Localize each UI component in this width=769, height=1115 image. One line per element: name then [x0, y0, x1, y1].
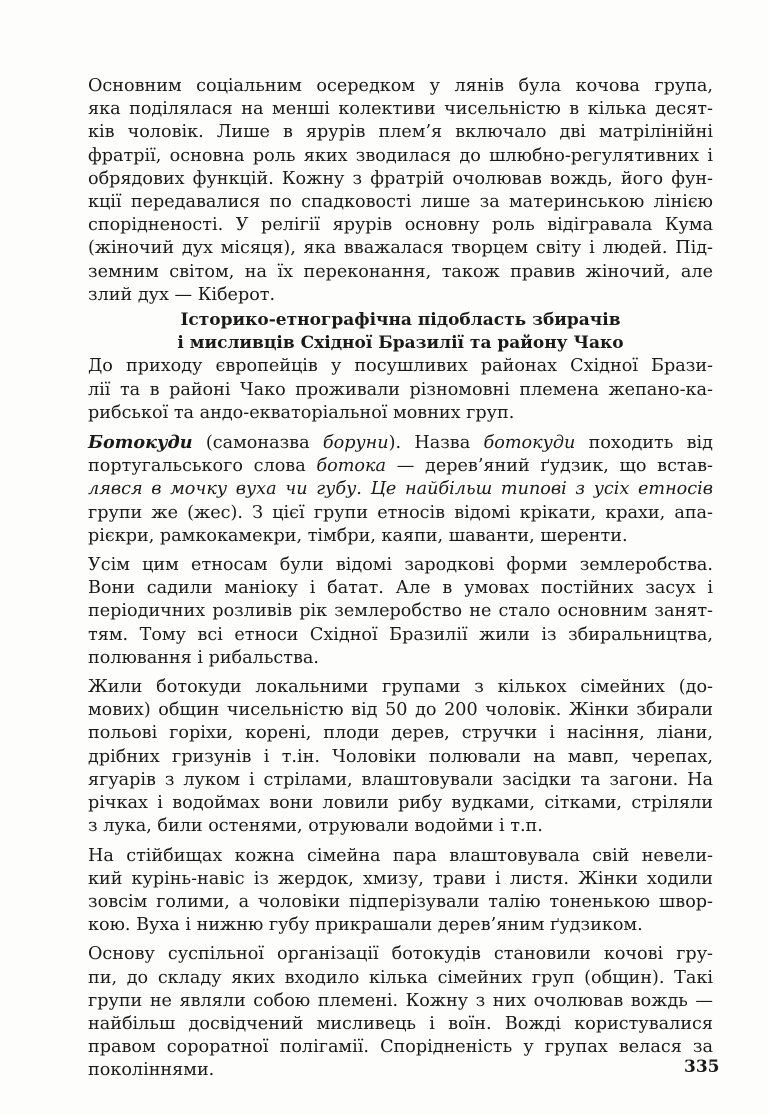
text-line: групи не являли собою племені. Кожну з них очолював вождь — — [88, 990, 713, 1011]
text-line: польові горіхи, корені, плоди дерев, стручки і насіння, ліани, — [88, 723, 713, 744]
section-heading — [88, 309, 713, 355]
paragraph-agriculture — [88, 554, 713, 670]
text-line: з лука, били остенями, отруювали водойми і т.п. — [88, 816, 543, 837]
text-line — [88, 478, 713, 501]
text-line: зовсім голими, а чоловіки підперізували талію тоненькою швор- — [88, 891, 713, 912]
text-line: (жіночий дух місяця), яка вважалася творцем світу і людей. Під- — [88, 238, 713, 259]
text-line: обрядових функцій. Кожну з фратрій очолював вождь, його фун- — [88, 168, 713, 189]
heading-line: і мисливців Східної Бразилії та району Чако — [177, 333, 624, 354]
text-line: ягуарів з луком і стрілами, влаштовували засідки та загони. На — [88, 769, 713, 790]
text-run: ). Назва — [388, 433, 484, 454]
text-line: яка поділялася на менші колективи чисельністю в кілька десят- — [88, 99, 713, 120]
paragraph-social — [88, 943, 713, 1082]
paragraph-groups — [88, 676, 713, 838]
text-line: кий курінь-навіс із жердок, хмизу, трави і листя. Жінки ходили — [88, 868, 713, 889]
text-run: походить від — [575, 433, 713, 454]
paragraph-kinship — [88, 75, 713, 307]
text-line: пи, до складу яких входило кілька сімейних груп (общин). Такі — [88, 967, 713, 988]
text-run: ботока — [316, 456, 386, 477]
text-line: Усім цим етносам були відомі зародкові форми землеробства. — [88, 555, 713, 576]
text-line: Жили ботокуди локальними групами з кількох сімейних (до- — [88, 677, 713, 698]
text-line: На стійбищах кожна сімейна пара влаштовувала свій невели- — [88, 845, 713, 866]
text-line: тям. Тому всі етноси Східної Бразилії жили із збиральництва, — [88, 624, 713, 645]
text-line: спорідненості. У релігії ярурів основну роль відігравала Кума — [88, 215, 713, 236]
text-line — [88, 455, 713, 478]
paragraph-intro — [88, 355, 713, 425]
heading-line: Історико-етнографічна підобласть збирачів — [180, 310, 621, 331]
text-run: лявся в мочку вуха чи губу. Це найбільш типові з усіх етносів — [88, 479, 713, 500]
text-line: найбільш досвідчений мисливець і воїн. Вожді користувалися — [88, 1013, 713, 1034]
text-line: мових) общин чисельністю від 50 до 200 чоловік. Жінки збирали — [88, 700, 713, 721]
text-line: річках і водоймах вони ловили рибу вудками, сітками, стріляли — [88, 793, 713, 814]
page-number: 335 — [684, 1057, 720, 1077]
page-text — [88, 75, 713, 1083]
text-line: До приходу європейців у посушливих районах Східної Брази- — [88, 356, 713, 377]
text-line: дрібних гризунів і т.ін. Чоловіки полювали на мавп, черепах, — [88, 746, 713, 767]
text-line — [88, 431, 713, 455]
text-line: рієкри, рамкокамекри, тімбри, каяпи, шаванти, шеренти. — [88, 525, 628, 546]
text-run: (самоназва — [192, 433, 323, 454]
text-line: рибської та андо-екваторіальної мовних груп. — [88, 402, 515, 423]
text-line: земним світом, на їх переконання, також правив жіночий, але — [88, 261, 713, 282]
paragraph-botocudo — [88, 431, 713, 548]
text-line: фратрії, основна роль яких зводилася до шлюбно-регулятивних і — [88, 145, 713, 166]
text-line: кції передавалися по спадковості лише за материнською лінією — [88, 192, 713, 213]
text-line: ків чоловік. Лише в ярурів плем’я включало дві матрілінійні — [88, 122, 713, 143]
term-botocudo: Ботокуди — [88, 432, 193, 454]
text-run: португальського слова — [88, 456, 317, 477]
text-line: злий дух — Кіберот. — [88, 284, 276, 305]
text-run: — дерев’яний ґудзик, що встав- — [386, 456, 713, 477]
text-line: групи же (жес). З цієї групи етносів відомі крікати, крахи, апа- — [88, 502, 713, 523]
text-line: Вони садили маніоку і батат. Але в умовах постійних засух і — [88, 578, 713, 599]
text-line: поколіннями. — [88, 1060, 215, 1081]
text-run: ботокуди — [483, 433, 576, 454]
text-line: Основним соціальним осередком у лянів була кочова група, — [88, 76, 713, 96]
text-line: кою. Вуха і нижню губу прикрашали дерев’яним ґудзиком. — [88, 915, 643, 936]
text-line: полювання і рибальства. — [88, 647, 319, 668]
text-run: боруни — [322, 433, 389, 454]
text-line: лії та в районі Чако проживали різномовні племена жепано-ка- — [88, 379, 713, 400]
text-line: правом сороратної полігамії. Спорідненість у групах велася за — [88, 1037, 713, 1058]
paragraph-camps — [88, 845, 713, 938]
text-line: періодичних розливів рік землеробство не стало основним занят- — [88, 601, 713, 622]
text-line: Основу суспільної організації ботокудів становили кочові гру- — [88, 944, 713, 965]
